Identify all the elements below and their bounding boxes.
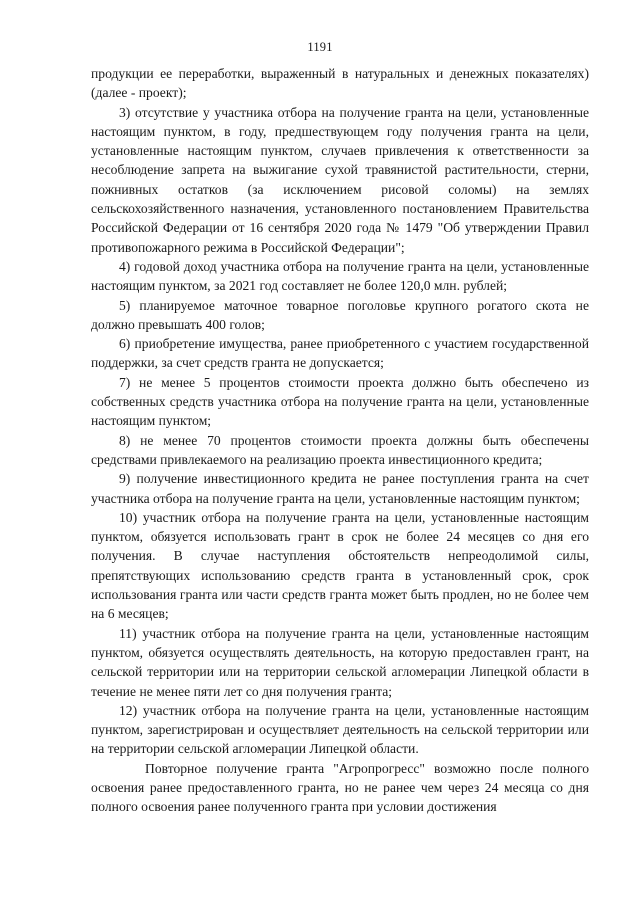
list-item-4: 4) годовой доход участника отбора на получение гранта на цели, установленные настоящим пунктом, за 2021 год составляет не более 120,0 млн. рублей; bbox=[91, 258, 589, 294]
list-item-8: 8) не менее 70 процентов стоимости проекта должны быть обеспечены средствами привлекаемого на реализацию проекта инвестиционного кредита; bbox=[91, 432, 589, 467]
list-item-6: 6) приобретение имущества, ранее приобретенного с участием государственной поддержки, за счет средств гранта не допускается; bbox=[91, 336, 589, 371]
paragraph-repeat-grant: Повторное получение гранта "Агропрогресс" возможно после полного освоения ранее предоставленного гранта, но не ранее чем через 24 месяца со дня полного освоения ранее полученного гранта при условии достижения bbox=[91, 760, 589, 815]
list-item-12: 12) участник отбора на получение гранта на цели, установленные настоящим пунктом, зарегистрирован и осуществляет деятельность на сельской территории или на территории сельской агломерации Липецкой области. bbox=[91, 702, 589, 757]
page-number: 1191 bbox=[307, 40, 333, 54]
list-item-3: 3) отсутствие у участника отбора на получение гранта на цели, установленные настоящим пунктом, в году, предшествующем году получения гранта на цели, установленные настоящим пунктом, случаев привлечения к ответственности за несоблюдение запрета на выжигание сухой травянистой растительности, стерни, пожнивных остатков (за исключением рисовой соломы) на землях сельскохозяйственного назначения, установленного постановлением Правительства Российской Федерации от 16 сентября 2020 года № 1479 "Об утверждении Правил противопожарного режима в Российской Федерации"; bbox=[91, 104, 589, 255]
list-item-9: 9) получение инвестиционного кредита не ранее поступления гранта на счет участника отбора на получение гранта на цели, установленные настоящим пунктом; bbox=[91, 471, 589, 506]
list-item-7: 7) не менее 5 процентов стоимости проекта должно быть обеспечено из собственных средств участника отбора на получение гранта на цели, установленные настоящим пунктом; bbox=[91, 374, 589, 429]
paragraph-continuation: продукции ее переработки, выраженный в натуральных и денежных показателях) (далее - проект); bbox=[91, 66, 589, 101]
list-item-10: 10) участник отбора на получение гранта на цели, установленные настоящим пунктом, обязуется использовать грант в срок не более 24 месяцев со дня его получения. В случае наступления обстоятельств непреодолимой силы, препятствующих использованию средств гранта в установленный срок, срок использования гранта или части средств гранта может быть продлен, но не более чем на 6 месяцев; bbox=[91, 509, 589, 622]
document-body bbox=[91, 64, 589, 817]
list-item-5: 5) планируемое маточное товарное поголовье крупного рогатого скота не должно превышать 400 голов; bbox=[91, 297, 589, 332]
list-item-11: 11) участник отбора на получение гранта на цели, установленные настоящим пунктом, обязуется осуществлять деятельность, на которую предоставлен грант, на сельской территории или на территории сельской агломерации Липецкой области в течение не менее пяти лет со дня получения гранта; bbox=[91, 625, 589, 699]
